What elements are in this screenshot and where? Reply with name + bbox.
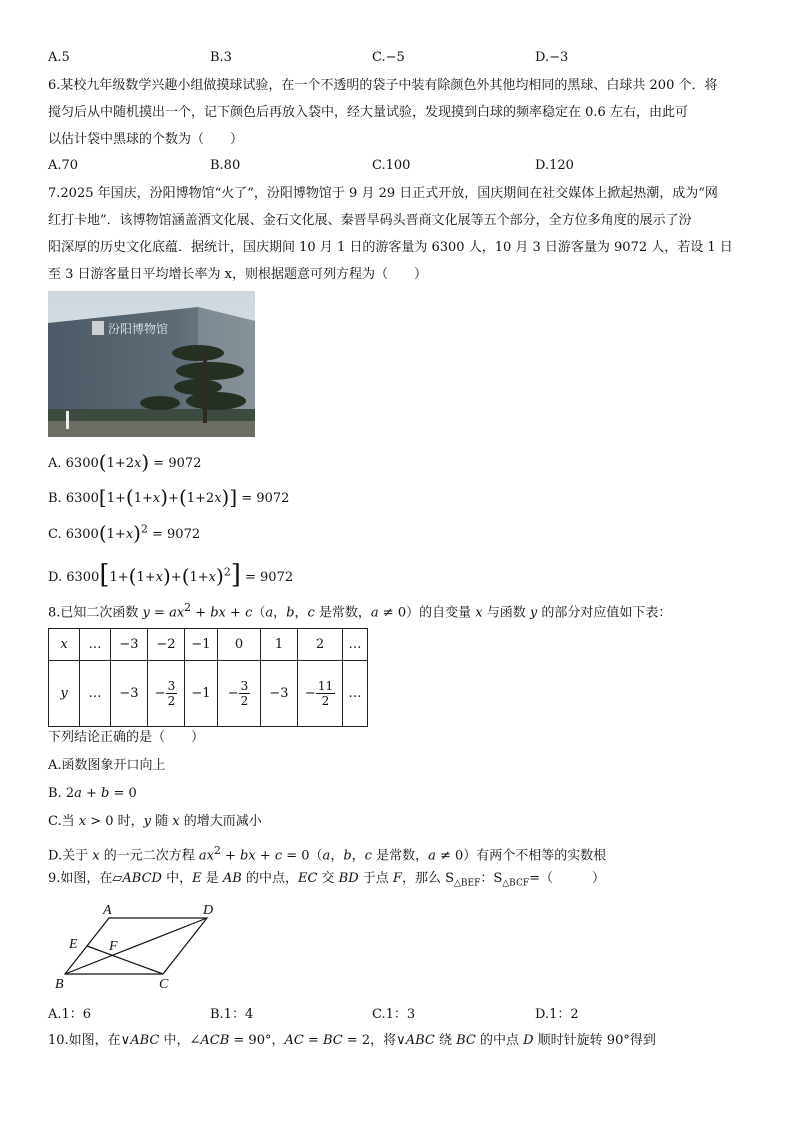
table-x-cell: −2: [148, 629, 185, 661]
q7-option-c: C. $6300(1+x)^2 = 9072$: [48, 521, 201, 545]
label-d: D: [203, 903, 214, 918]
table-y-cell: − $\frac{3}{2}$: [148, 661, 185, 727]
label-c: C: [159, 977, 169, 992]
q6-stem-line2: 搅匀后从中随机摸出一个，记下颜色后再放入袋中，经大量试验，发现摸到白球的频率稳定在 0.6 左右，由此可: [48, 105, 688, 120]
table-y-cell: −1: [185, 661, 218, 727]
table-x-cell: 1: [261, 629, 298, 661]
q8-option-b: B. 2a + b = 0: [48, 786, 137, 801]
q7-option-d: D. $6300[1+(1+x)+(1+x)^2] = 9072$: [48, 560, 294, 590]
q8-value-table: [48, 628, 368, 727]
table-y-cell: …: [80, 661, 111, 727]
q9-option-c: C.1：3: [372, 1007, 416, 1022]
label-f: F: [109, 939, 118, 954]
q7-stem-line4: 至 3 日游客量日平均增长率为 x，则根据题意可列方程为（ ）: [48, 267, 427, 282]
q6-option-d: D.120: [535, 158, 574, 173]
table-y-cell: …: [343, 661, 368, 727]
q5-option-a: A.5: [48, 50, 70, 65]
q8-option-c: C.当 x > 0 时，y 随 x 的增大而减小: [48, 814, 262, 829]
q8-option-a: A.函数图象开口向上: [48, 758, 166, 773]
q7-option-a: A. 6300(1+2x) = 9072: [48, 450, 202, 474]
q9-stem: 9.如图，在▱ABCD 中，E 是 AB 的中点，EC 交 BD 于点 F，那么 $S_{\triangle BEF}$：$S_{\triangle BCF}=$（ ）: [48, 871, 606, 889]
table-x-cell: …: [343, 629, 368, 661]
q7-stem-line3: 阳深厚的历史文化底蕴．据统计，国庆期间 10 月 1 日的游客量为 6300 人，10 月 3 日游客量为 9072 人，若设 1 日: [48, 240, 733, 255]
q5-option-b: B.3: [210, 50, 232, 65]
parallelogram-figure: [55, 900, 230, 992]
label-b: B: [55, 977, 64, 992]
table-y-cell: −3: [111, 661, 148, 727]
q6-stem-line1: 6.某校九年级数学兴趣小组做摸球试验，在一个不透明的袋子中装有除颜色外其他均相同的黑球、白球共 200 个．将: [48, 78, 718, 93]
museum-sign: 汾阳博物馆: [108, 322, 169, 336]
table-y-cell: − $\frac{3}{2}$: [218, 661, 261, 727]
label-a: A: [103, 903, 112, 918]
q6-option-b: B.80: [210, 158, 241, 173]
table-y-label: y: [49, 661, 80, 727]
q8-prompt: 下列结论正确的是（ ）: [48, 730, 205, 745]
q9-option-a: A.1：6: [48, 1007, 92, 1022]
q9-option-d: D.1：2: [535, 1007, 579, 1022]
museum-photo: [48, 291, 255, 437]
table-x-cell: …: [80, 629, 111, 661]
table-y-cell: − $\frac{11}{2}$: [298, 661, 343, 727]
table-x-cell: 2: [298, 629, 343, 661]
q9-option-b: B.1：4: [210, 1007, 254, 1022]
q6-option-c: C.100: [372, 158, 411, 173]
q6-stem-line3: 以估计袋中黑球的个数为（ ）: [48, 132, 244, 147]
q7-stem-line1: 7.2025 年国庆，汾阳博物馆“火了”，汾阳博物馆于 9 月 29 日正式开放，国庆期间在社交媒体上掀起热潮，成为“网: [48, 186, 718, 201]
table-x-cell: −1: [185, 629, 218, 661]
q5-option-c: C.−5: [372, 50, 405, 65]
q8-option-d: D.关于 x 的一元二次方程 $ax^2$ + bx + c = 0（a，b，c 是常数，a ≠ 0）有两个不相等的实数根: [48, 844, 607, 864]
q10-stem: 10.如图，在∨ABC 中，∠ACB = 90°，AC = BC = 2，将∨ABC 绕 BC 的中点 D 顺时针旋转 90°得到: [48, 1033, 656, 1048]
q5-option-d: D.−3: [535, 50, 569, 65]
q6-option-a: A.70: [48, 158, 79, 173]
label-e: E: [69, 937, 78, 952]
table-x-cell: −3: [111, 629, 148, 661]
q7-option-b: B. 6300[1+(1+x)+(1+2x)] = 9072: [48, 485, 290, 509]
table-x-label: x: [49, 629, 80, 661]
q8-stem: 8.已知二次函数 $y = ax^2$ + bx + c（a，b，c 是常数，a ≠ 0）的自变量 x 与函数 y 的部分对应值如下表：: [48, 601, 672, 621]
q7-stem-line2: 红打卡地”．该博物馆涵盖酒文化展、金石文化展、秦晋旱码头晋商文化展等五个部分，全方位多角度的展示了汾: [48, 213, 692, 228]
table-y-cell: −3: [261, 661, 298, 727]
table-x-cell: 0: [218, 629, 261, 661]
